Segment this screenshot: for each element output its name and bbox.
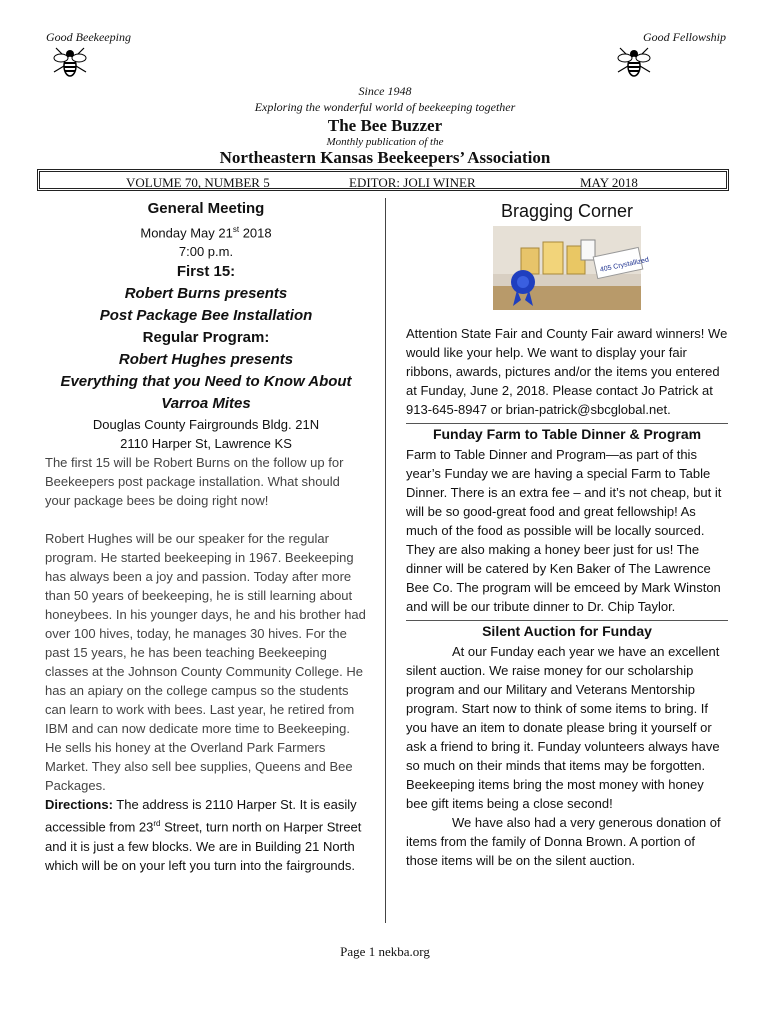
volume-number: VOLUME 70, NUMBER 5: [126, 175, 270, 190]
photo-label: 405 Crystallized: [599, 256, 650, 274]
silent-auction-paragraph-1: At our Funday each year we have an excellent silent auction. We raise money for our scholarship program and our Military and Veterans Mentorship program. Start now to think of some items to bring. If you have an item to donate please bring it yourself or ask a friend to bring it. Funday volunteers always have so much on their minds that items may be forgotten. Beekeeping items bring the most money with honey bee gift items being a close second!: [406, 644, 720, 811]
issue-date: MAY 2018: [580, 175, 638, 190]
first15-paragraph: The first 15 will be Robert Burns on the follow up for Beekeepers post package installation. What should your package bees be doing right now!: [45, 455, 344, 509]
funday-dinner-text: Farm to Table Dinner and Program—as part of this year’s Funday we are having a special Farm to Table Dinner. There is an extra fee – and it’s not cheap, but it will be so good-great food and great fellowship! As much of the food as possible will be locally sourced. They are also making a honey beer just for us! The dinner will be catered by Ken Baker of The Lawrence Bee Co. The program will be emceed by Mark Winston and will be our tribute dinner to Dr. Chip Taylor.: [406, 447, 722, 614]
left-column: [45, 198, 367, 875]
bee-icon: [48, 44, 92, 80]
first15-label: First 15:: [176, 263, 236, 281]
honey-ribbon-photo: [493, 226, 650, 310]
issue-info-bar: [37, 169, 729, 191]
bragging-corner-text: Attention State Fair and County Fair award winners! We would like your help. We want to display your fair ribbons, awards, pictures and/or the items you entered at Funday, June 2, 2018. Please contact Jo Patrick at 913-645-8947 or brian-patrick@sbcglobal.net.: [406, 326, 728, 417]
bee-icon: [612, 44, 656, 80]
newsletter-title: The Bee Buzzer: [327, 116, 443, 135]
editor-name: EDITOR: JOLI WINER: [349, 175, 476, 190]
directions-paragraph: Directions: The address is 2110 Harper St. It is easily accessible from 23rd Street, turn north on Harper Street and it is just a few blocks. We are in Building 21 North which will be on your left you turn into the fairgrounds.: [45, 797, 362, 873]
first15-topic: Post Package Bee Installation: [99, 307, 313, 325]
column-divider: [385, 198, 386, 923]
right-column: [406, 198, 728, 870]
meeting-date: Monday May 21st 2018: [140, 225, 272, 241]
newsletter-subtitle: Monthly publication of the: [326, 136, 444, 148]
meeting-title: General Meeting: [147, 200, 265, 217]
venue-line-1: Douglas County Fairgrounds Bldg. 21N: [92, 417, 320, 433]
header-left-tag: Good Beekeeping: [46, 30, 131, 44]
header-right-tag: Good Fellowship: [643, 30, 726, 44]
venue-line-2: 2110 Harper St, Lawrence KS: [120, 436, 292, 452]
regular-topic-line-2: Varroa Mites: [161, 395, 251, 413]
regular-topic-line-1: Everything that you Need to Know About: [60, 373, 352, 391]
funday-dinner-title: Funday Farm to Table Dinner & Program: [432, 426, 702, 442]
silent-auction-title: Silent Auction for Funday: [482, 623, 652, 639]
regular-label: Regular Program:: [142, 329, 270, 347]
page-footer: Page 1 nekba.org: [340, 944, 430, 959]
first15-presenter: Robert Burns presents: [124, 285, 288, 303]
regular-presenter: Robert Hughes presents: [118, 351, 294, 369]
tagline: Exploring the wonderful world of beekeeping together: [254, 100, 516, 114]
speaker-bio-paragraph: Robert Hughes will be our speaker for the regular program. He started beekeeping in 1967. Beekeeping has always been a joy and passion. Today after more than 50 years of beekeeping, he is still learning about honeybees. In his younger days, he and his brother had over 100 hives, today, he manages 30 hives. For the past 15 years, he has been teaching Beekeeping classes at the Johnson County Community College. He has an apiary on the college campus so the students can learn to work with bees. Last year, he retired from IBM and can now dedicate more time to Beekeeping. He sells his honey at the Overland Park Farmers Market. They also sell bee supplies, Queens and Bee Packages.: [45, 531, 366, 794]
silent-auction-paragraph-2: We have also had a very generous donation of items from the family of Donna Brown. A portion of those items will be on the silent auction.: [406, 815, 721, 868]
meeting-time: 7:00 p.m.: [178, 244, 234, 260]
since-line: Since 1948: [358, 84, 412, 98]
bragging-corner-title: Bragging Corner: [500, 201, 634, 221]
association-name: Northeastern Kansas Beekeepers’ Association: [219, 148, 551, 167]
